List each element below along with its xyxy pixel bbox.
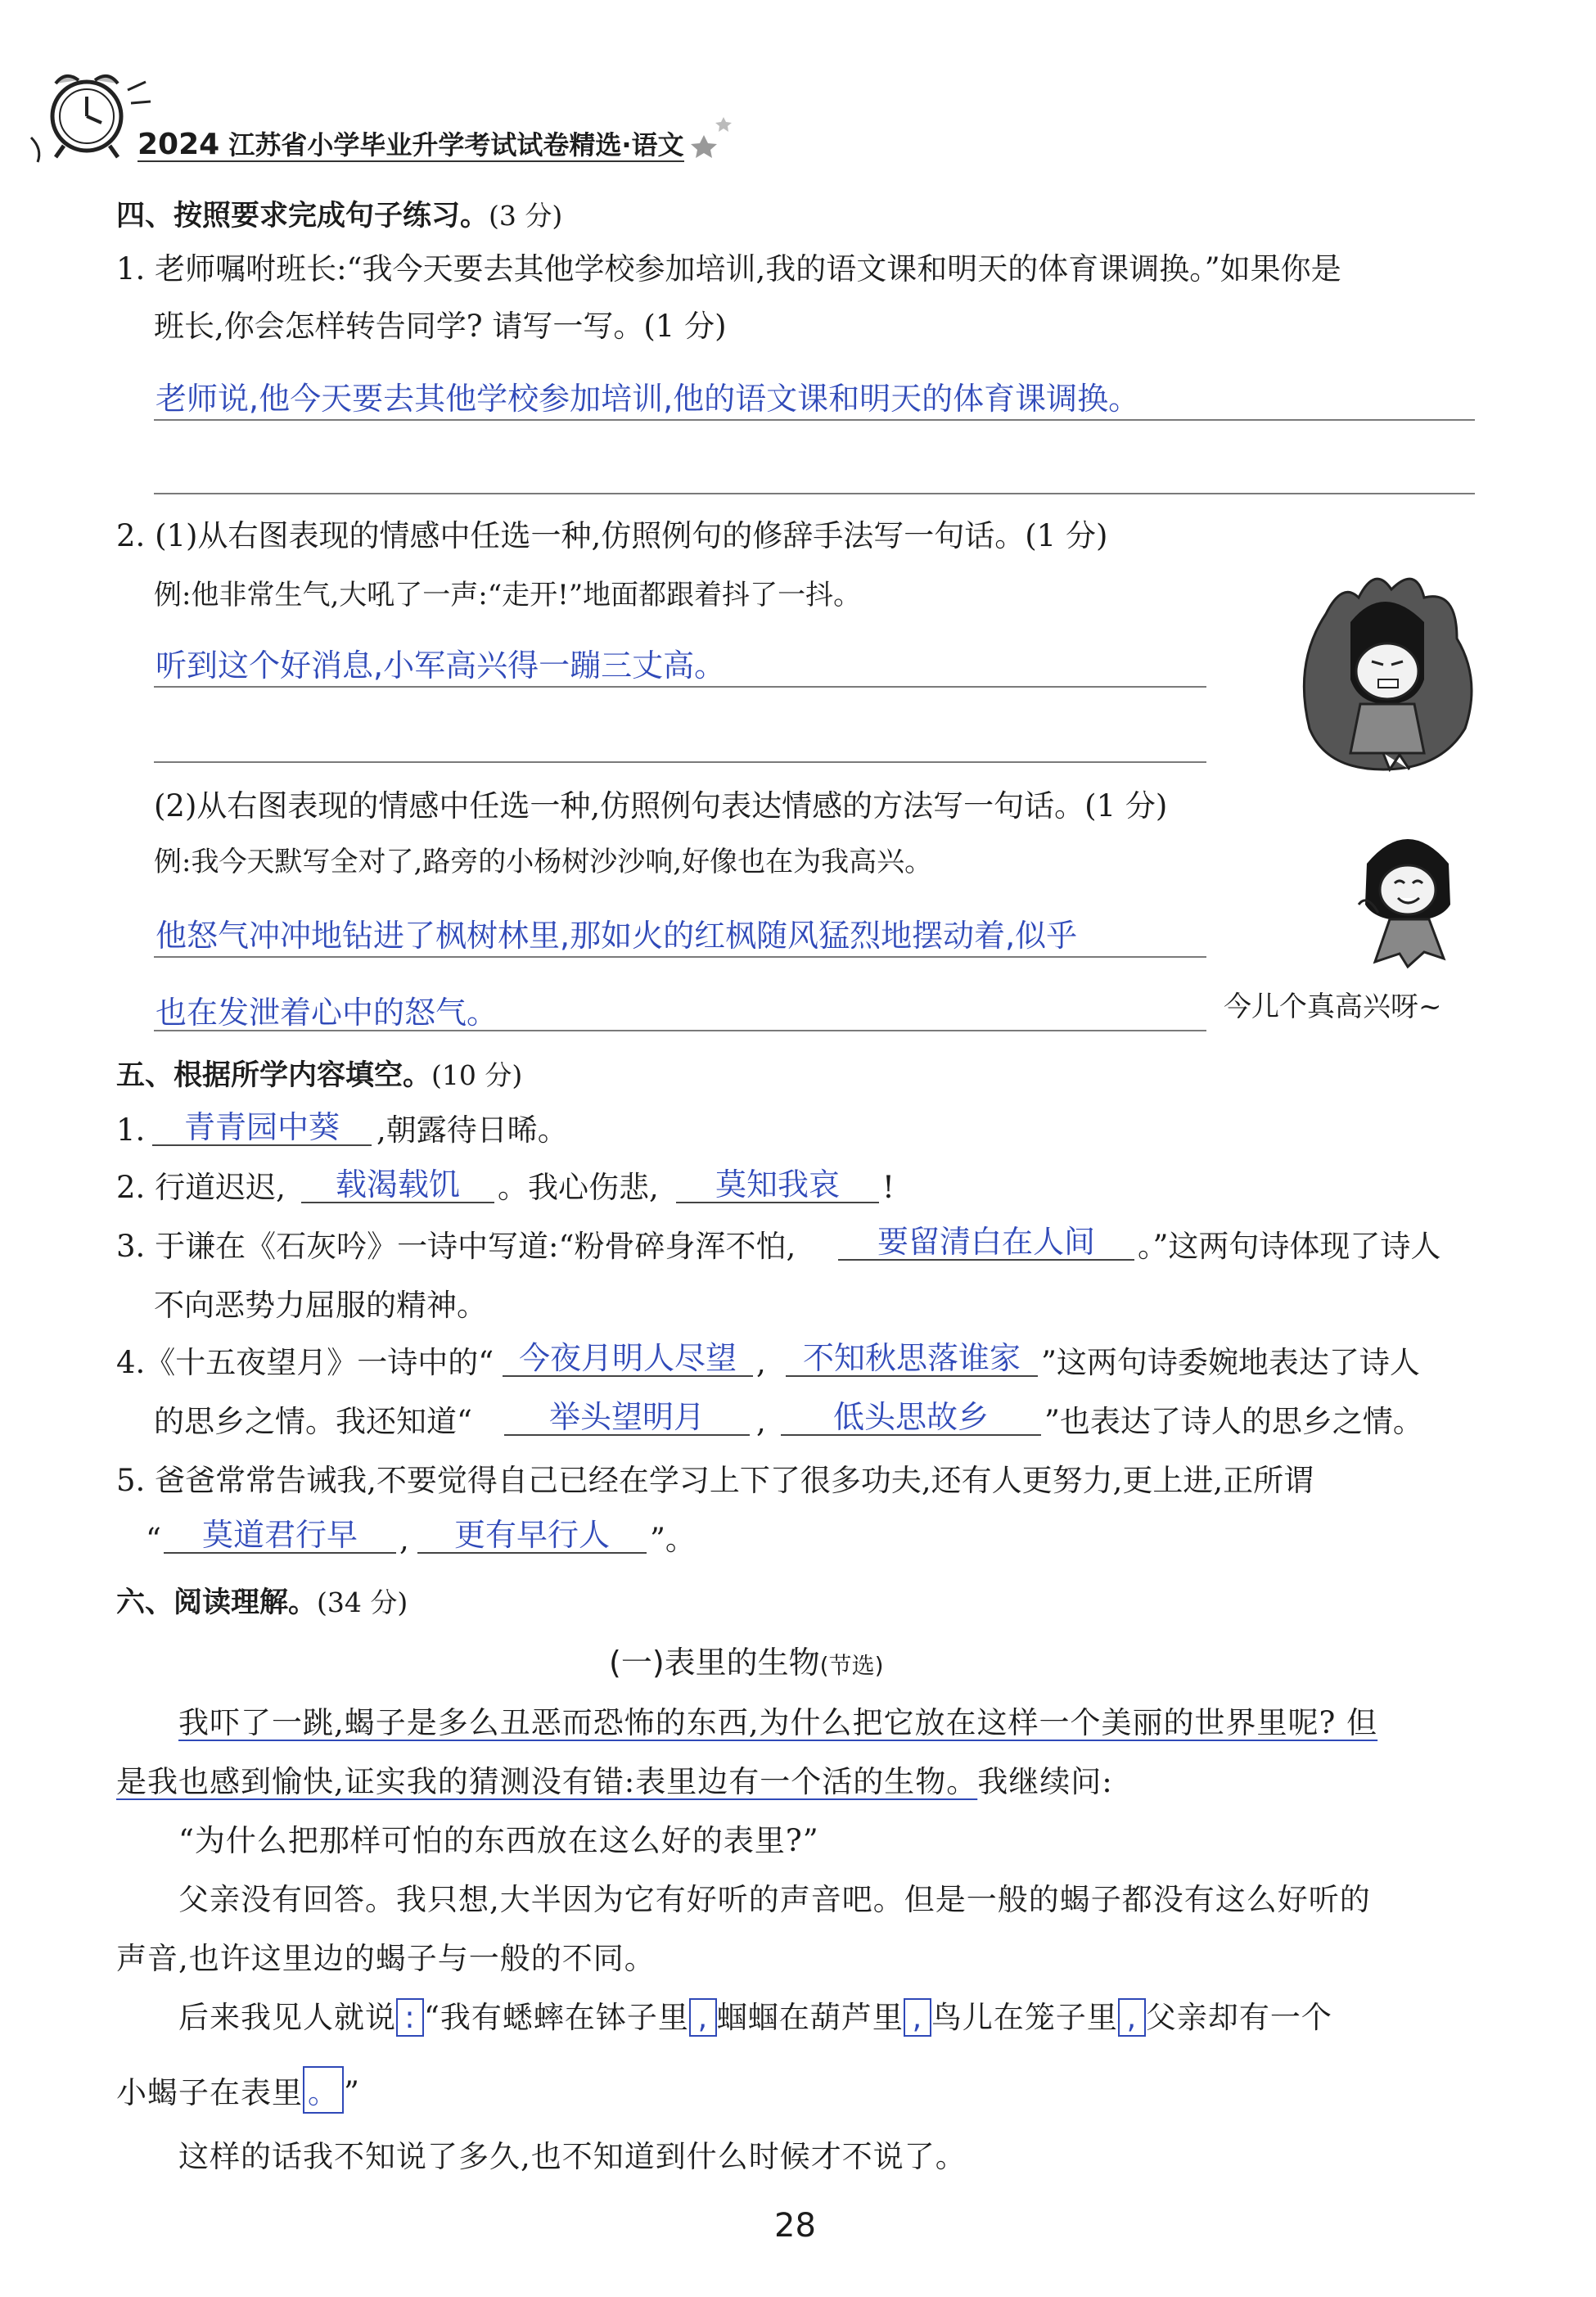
angry-girl-illustration (1293, 565, 1481, 778)
p1-line1: 我吓了一跳,蝎子是多么丑恶而恐怖的东西,为什么把它放在这样一个美丽的世界里呢? 但 (178, 1705, 1378, 1740)
punct-box-5: 。 (303, 2066, 344, 2114)
p4-seg-a: 后来我见人就说 (178, 2000, 396, 2035)
punct-box-1: : (396, 1998, 424, 2037)
s4-q2b-example: 例:我今天默写全对了,路旁的小杨树沙沙响,好像也在为我高兴。 (154, 846, 933, 878)
s4-q2b-answer-line-1 (154, 956, 1206, 958)
s5-q5-close: ”。 (650, 1522, 696, 1557)
punct-box-3: , (904, 1998, 931, 2037)
s4-q2a-answer-line-2 (154, 761, 1206, 763)
p4-seg-c: 蝈蝈在葫芦里 (716, 2000, 904, 2035)
s5-q4-blank3 (504, 1434, 750, 1436)
section6-title: 六、阅读理解。 (116, 1586, 318, 1619)
section5-title: 五、根据所学内容填空。 (116, 1059, 432, 1092)
s4-q1-line1: 1. 老师嘱咐班长:“我今天要去其他学校参加培训,我的语文课和明天的体育课调换。”如果你是 (116, 251, 1341, 287)
s5-q1-fill: 青青园中葵 (183, 1109, 340, 1145)
s5-q4-comma2: , (756, 1404, 766, 1439)
s4-q2b-answer-line-2 (154, 1030, 1206, 1031)
p4-seg-e: 父亲却有一个 (1145, 2000, 1332, 2035)
section6-heading (116, 1580, 408, 1621)
punct-box-2: , (689, 1998, 717, 2037)
s5-q3-pre: 3. 于谦在《石灰吟》一诗中写道:“粉骨碎身浑不怕, (116, 1229, 796, 1264)
p4-line1 (178, 1992, 1332, 2037)
p4-line2-text: 小蝎子在表里 (116, 2075, 303, 2110)
header-year: 2024 (138, 128, 220, 161)
s5-q4-line2-pre: 的思乡之情。我还知道“ (154, 1404, 472, 1439)
s5-q4-fill2: 不知秋思落谁家 (802, 1340, 1021, 1376)
happy-girl-illustration (1342, 815, 1473, 970)
s4-q1-line2: 班长,你会怎样转告同学? 请写一写。(1 分) (154, 309, 727, 344)
s5-q3-line2: 不向恶势力屈服的精神。 (154, 1288, 487, 1323)
p1-line2-rest: 我继续问: (977, 1764, 1113, 1799)
s5-q2-fill2: 莫知我哀 (715, 1167, 840, 1203)
s5-q2-after: ! (882, 1170, 895, 1205)
punct-box-4: , (1118, 1998, 1146, 2037)
header-title (138, 124, 684, 162)
star-decoration-icon (688, 111, 737, 160)
s5-q4-fill1: 今夜月明人尽望 (518, 1340, 737, 1376)
s5-q4-pre: 4.《十五夜望月》一诗中的“ (116, 1345, 494, 1380)
p4-line2 (116, 2066, 360, 2114)
p3-line1: 父亲没有回答。我只想,大半因为它有好听的声音吧。但是一般的蝎子都没有这么好听的 (178, 1882, 1371, 1917)
p4-seg-d: 鸟儿在笼子里 (931, 2000, 1118, 2035)
s5-q4-after: ”这两句诗委婉地表达了诗人 (1041, 1345, 1420, 1380)
s4-q2a-prompt: 2. (1)从右图表现的情感中任选一种,仿照例句的修辞手法写一句话。(1 分) (116, 518, 1108, 553)
s4-q2a-answer-line-1 (154, 686, 1206, 688)
s5-q2-blank1 (301, 1202, 494, 1203)
s5-q4-blank4 (781, 1434, 1041, 1436)
s4-q2b-answer-line1: 他怒气冲冲地钻进了枫树林里,那如火的红枫随风猛烈地摆动着,似乎 (156, 918, 1078, 954)
p3-line2: 声音,也许这里边的蝎子与一般的不同。 (116, 1941, 656, 1976)
s5-q1-num: 1. (116, 1112, 146, 1148)
s4-q2b-answer-line2: 也在发泄着心中的怒气。 (156, 995, 498, 1031)
p1-line2 (116, 1757, 1113, 1801)
s4-q1-answer-line-1 (154, 419, 1475, 421)
s5-q4-comma: , (756, 1345, 766, 1380)
s5-q1-blank (152, 1144, 372, 1146)
p5: 这样的话我不知说了多久,也不知道到什么时候才不说了。 (178, 2139, 967, 2174)
passage-title (609, 1637, 884, 1682)
s5-q4-blank1 (503, 1375, 753, 1377)
page-number: 28 (774, 2207, 816, 2245)
s5-q2-pre: 2. 行道迟迟, (116, 1170, 286, 1205)
illustration-caption: 今儿个真高兴呀~ (1224, 991, 1442, 1023)
section5-heading (116, 1053, 522, 1094)
section4-score: (3 分) (489, 200, 563, 232)
s5-q4-blank2 (786, 1375, 1038, 1377)
section6-score: (34 分) (317, 1586, 408, 1618)
s5-q5-line1: 5. 爸爸常常告诫我,不要觉得自己已经在学习上下了很多功夫,还有人更努力,更上进,正所谓 (116, 1463, 1314, 1498)
s5-q5-blank2 (417, 1552, 647, 1554)
s5-q3-blank (838, 1259, 1134, 1261)
s5-q5-fill1: 莫道君行早 (201, 1517, 358, 1553)
s4-q1-answer-line-2 (154, 493, 1475, 494)
p4-close-quote: ” (344, 2075, 360, 2110)
section5-score: (10 分) (431, 1059, 523, 1091)
s5-q3-after: 。”这两句诗体现了诗人 (1138, 1229, 1441, 1264)
s5-q5-blank1 (164, 1552, 396, 1554)
header-underline (138, 160, 684, 162)
s5-q4-fill3: 举头望明月 (548, 1399, 705, 1435)
s5-q5-comma: , (399, 1522, 409, 1557)
s5-q3-fill: 要留清白在人间 (877, 1224, 1095, 1260)
s5-q4-fill4: 低头思故乡 (832, 1399, 989, 1435)
section4-title: 四、按照要求完成句子练习。 (116, 200, 489, 232)
passage-title-text: (一)表里的生物 (609, 1645, 820, 1681)
header-book-title: 江苏省小学毕业升学考试试卷精选·语文 (228, 129, 684, 160)
s4-q1-answer: 老师说,他今天要去其他学校参加培训,他的语文课和明天的体育课调换。 (156, 381, 1140, 417)
p1-line2-underlined: 是我也感到愉快,证实我的猜测没有错:表里边有一个活的生物。 (116, 1764, 978, 1799)
s4-q2b-prompt: (2)从右图表现的情感中任选一种,仿照例句表达情感的方法写一句话。(1 分) (154, 788, 1168, 824)
p2: “为什么把那样可怕的东西放在这么好的表里?” (178, 1823, 819, 1858)
s5-q2-fill1: 载渴载饥 (335, 1167, 460, 1203)
s5-q2-mid: 。我心伤悲, (498, 1170, 659, 1205)
p4-seg-b: “我有蟋蟀在钵子里 (424, 2000, 689, 2035)
s5-q4-line2-after: ”也表达了诗人的思乡之情。 (1044, 1404, 1423, 1439)
s5-q1-after: ,朝露待日晞。 (376, 1112, 568, 1148)
s5-q5-fill2: 更有早行人 (453, 1517, 610, 1553)
section4-heading (116, 193, 562, 234)
s4-q2a-example: 例:他非常生气,大吼了一声:“走开!”地面都跟着抖了一抖。 (154, 579, 862, 611)
s5-q2-blank2 (676, 1202, 879, 1203)
s5-q5-open: “ (146, 1522, 161, 1557)
s4-q2a-answer: 听到这个好消息,小军高兴得一蹦三丈高。 (156, 648, 726, 684)
passage-note: (节选) (819, 1652, 884, 1679)
